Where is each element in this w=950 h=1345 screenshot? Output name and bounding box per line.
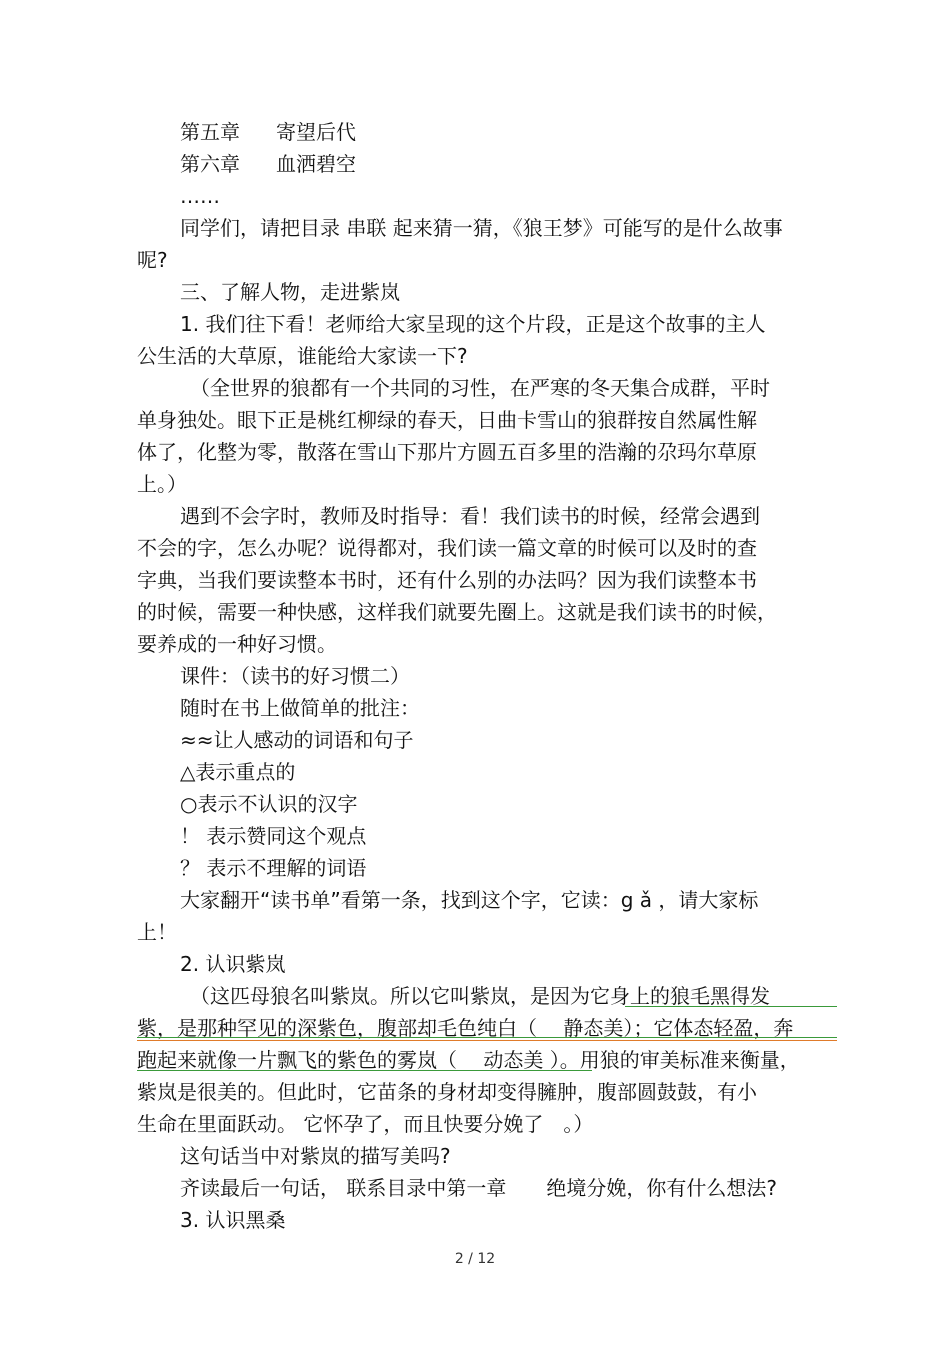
paragraph-line: 这句话当中对紫岚的描写美吗? [180, 1144, 451, 1168]
underline-annotation [137, 1037, 837, 1038]
paragraph-line: 大家翻开“读书单”看第一条，找到这个字，它读：g ǎ ，请大家标 [180, 888, 759, 912]
quote-line: 单身独处。眼下正是桃红柳绿的春天，日曲卡雪山的狼群按自然属性解 [137, 408, 757, 432]
underline-annotation [137, 1040, 837, 1041]
quote-line: 生命在里面跃动。 它怀孕了，而且快要分娩了 。） [137, 1112, 594, 1136]
paragraph-line: 1. 我们往下看！老师给大家呈现的这个片段，正是这个故事的主人 [180, 312, 766, 336]
toc-chapter-5: 第五章 寄望后代 [180, 120, 356, 144]
annotation-item: ○表示不认识的汉字 [180, 792, 358, 816]
annotation-item: △表示重点的 [180, 760, 296, 784]
paragraph-line: 要养成的一种好习惯。 [137, 632, 337, 656]
annotation-item: ？ 表示不理解的词语 [180, 856, 367, 880]
quote-line: 上。） [137, 472, 187, 496]
paragraph-line: 不会的字，怎么办呢？说得都对，我们读一篇文章的时候可以及时的查 [137, 536, 757, 560]
annotation-intro: 随时在书上做简单的批注： [180, 696, 420, 720]
paragraph-line: 呢? [137, 248, 168, 272]
toc-chapter-6: 第六章 血洒碧空 [180, 152, 356, 176]
underline-annotation [137, 1070, 592, 1071]
annotation-item: ≈≈让人感动的词语和句子 [180, 728, 414, 752]
paragraph-line: 遇到不会字时，教师及时指导：看！我们读书的时候，经常会遇到 [180, 504, 760, 528]
section-heading: 3. 认识黑桑 [180, 1208, 286, 1232]
underline-annotation [625, 1006, 837, 1007]
toc-ellipsis: …… [180, 184, 220, 208]
paragraph-line: 字典，当我们要读整本书时，还有什么别的办法吗？因为我们读整本书 [137, 568, 757, 592]
section-heading: 三、了解人物，走进紫岚 [180, 280, 400, 304]
quote-line: （这匹母狼名叫紫岚。所以它叫紫岚，是因为它身上的狼毛黑得发 [190, 984, 770, 1008]
paragraph-line: 的时候，需要一种快感，这样我们就要先圈上。这就是我们读书的时候， [137, 600, 777, 624]
section-heading: 2. 认识紫岚 [180, 952, 286, 976]
quote-line: 体了，化整为零，散落在雪山下那片方圆五百多里的浩瀚的尕玛尔草原 [137, 440, 757, 464]
paragraph-line: 齐读最后一句话， 联系目录中第一章 绝境分娩，你有什么想法? [180, 1176, 777, 1200]
paragraph-line: 公生活的大草原，谁能给大家读一下? [137, 344, 468, 368]
annotation-item: ！ 表示赞同这个观点 [180, 824, 367, 848]
quote-line: 紫岚是很美的。但此时，它苗条的身材却变得臃肿，腹部圆鼓鼓，有小 [137, 1080, 757, 1104]
quote-line: 跑起来就像一片飘飞的紫色的雾岚（ 动态美 ）。用狼的审美标准来衡量， [137, 1048, 800, 1072]
quote-line: 紫，是那种罕见的深紫色，腹部却毛色纯白（ 静态美）；它体态轻盈，奔 [137, 1016, 794, 1040]
courseware-title: 课件：（读书的好习惯二） [180, 664, 410, 688]
page-number: 2 / 12 [454, 1251, 496, 1267]
paragraph-line: 上！ [137, 920, 177, 944]
quote-line: （全世界的狼都有一个共同的习性，在严寒的冬天集合成群，平时 [190, 376, 770, 400]
paragraph-line: 同学们，请把目录 串联 起来猜一猜，《狼王梦》可能写的是什么故事 [180, 216, 783, 240]
